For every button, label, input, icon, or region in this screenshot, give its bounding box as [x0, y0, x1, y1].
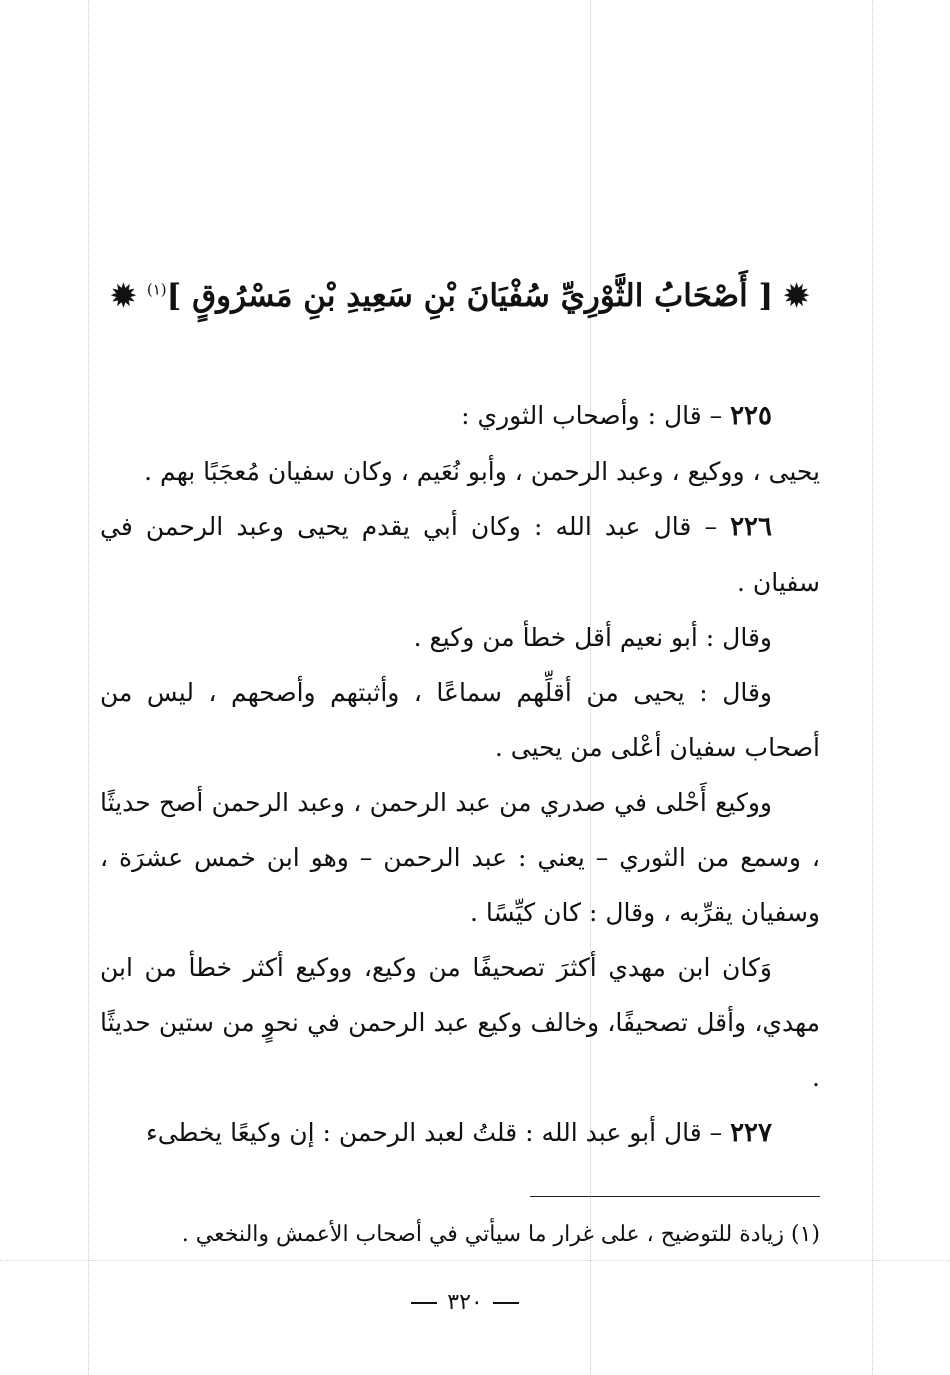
footnote: (١) زيادة للتوضيح ، على غرار ما سيأتي في أصحاب الأعمش والنخعي .: [181, 1222, 820, 1247]
paragraph: وقال : يحيى من أقلِّهم سماعًا ، وأثبتهم وأصحهم ، ليس من أصحاب سفيان أعْلى من يحيى .: [100, 678, 820, 762]
ornament-star-icon: ✹: [783, 279, 810, 314]
section-heading: [100, 278, 820, 314]
paragraph: وقال : أبو نعيم أقل خطأ من وكيع .: [413, 623, 772, 652]
paragraph: وَكان ابن مهدي أكثرَ تصحيفًا من وكيع، ووكيع أكثر خطأ من ابن مهدي، وأقل تصحيفًا، وخالف وكيع عبد الرحمن في نحوٍ من ستين حديثًا .: [100, 953, 820, 1092]
entry-number: ٢٢٦: [730, 512, 772, 542]
heading-bracket-close: ]: [166, 278, 182, 314]
scan-guide-line: [88, 0, 89, 1375]
page-number: ٣٢٠: [380, 1290, 550, 1315]
entry-number: ٢٢٥: [730, 401, 772, 431]
entry-226: ٢٢٦ – قال عبد الله : وكان أبي يقدم يحيى وعبد الرحمن في سفيان .: [100, 512, 820, 597]
scan-guide-line: [872, 0, 873, 1375]
heading-bracket-open: [: [758, 278, 774, 314]
footnote-separator: [530, 1196, 820, 1197]
heading-text: أَصْحَابُ الثَّوْرِيِّ سُفْيَانَ بْنِ سَعِيدِ بْنِ مَسْرُوقٍ: [192, 278, 748, 314]
entry-225: ٢٢٥ – قال : وأصحاب الثوري :: [461, 401, 772, 431]
ornament-star-icon: ✹: [110, 279, 137, 314]
paragraph: يحيى ، ووكيع ، وعبد الرحمن ، وأبو نُعَيم ، وكان سفيان مُعجَبًا بهم .: [144, 457, 820, 486]
scan-guide-line: [0, 1260, 950, 1261]
entry-number: ٢٢٧: [730, 1118, 772, 1148]
paragraph: ووكيع أَحْلى في صدري من عبد الرحمن ، وعبد الرحمن أصح حديثًا ، وسمع من الثوري – يعني : عبد الرحمن – وهو ابن خمس عشرَة ، وسفيان يقرِّبه ، وقال : كان كيِّسًا .: [100, 788, 820, 927]
main-text: [100, 388, 820, 1161]
footnote-reference: (١): [146, 280, 167, 299]
entry-227: ٢٢٧ – قال أبو عبد الله : قلتُ لعبد الرحمن : إن وكيعًا يخطىء: [145, 1118, 772, 1148]
